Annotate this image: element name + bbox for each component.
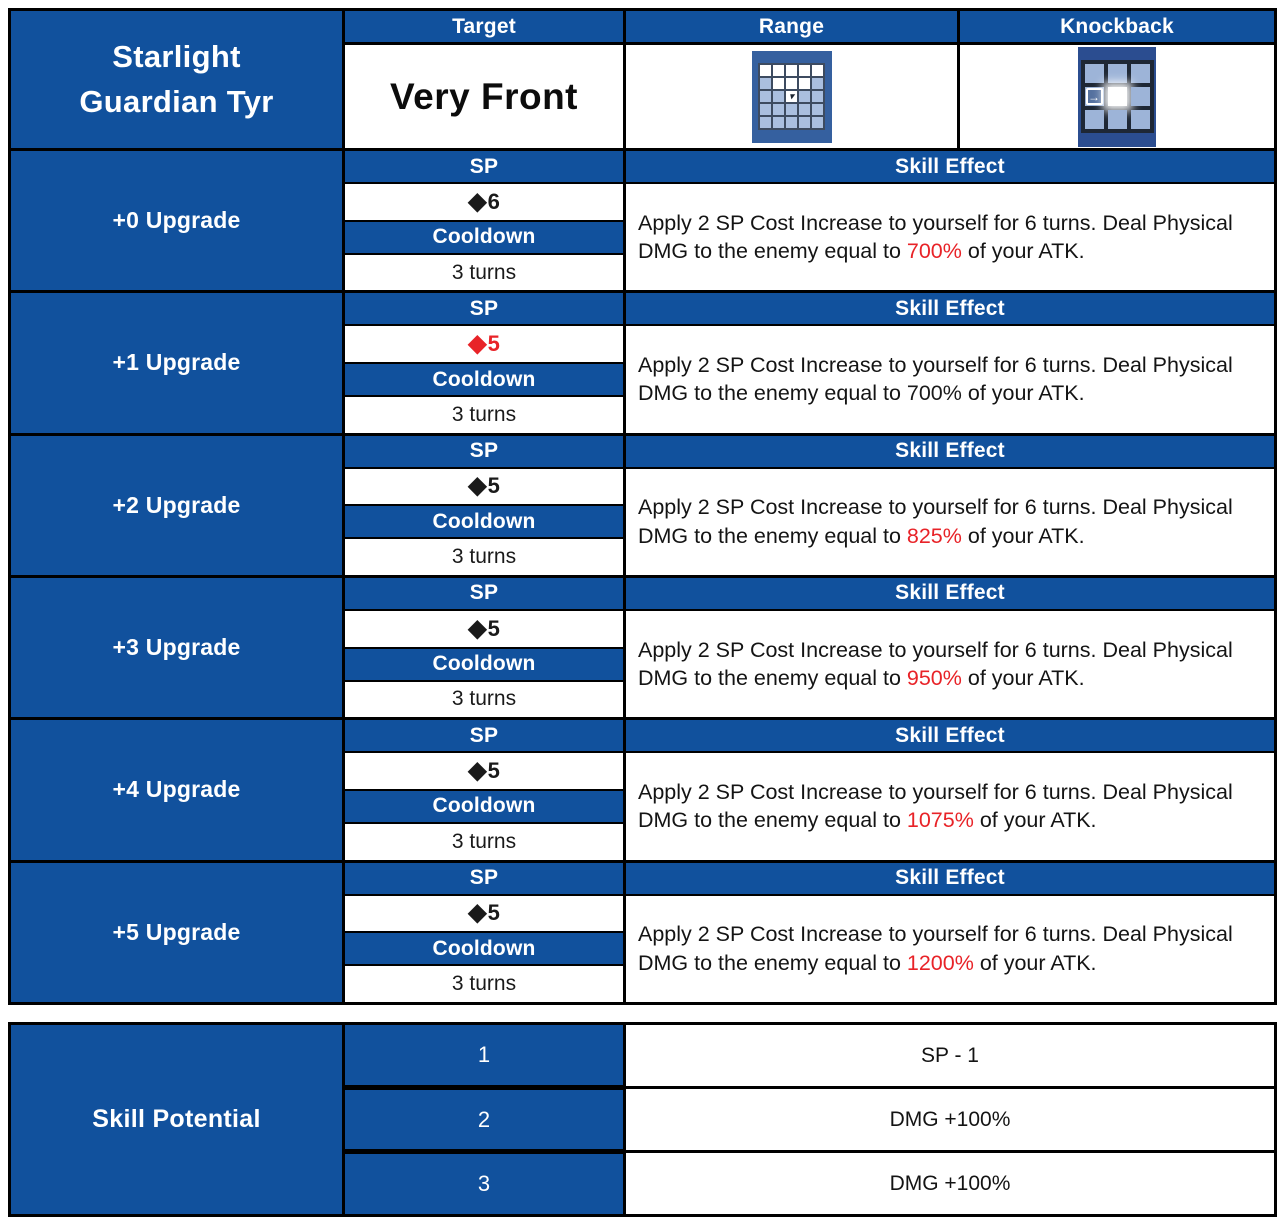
potential-effect: SP - 1 [921, 1043, 979, 1067]
table-header-row [11, 11, 1274, 148]
upgrade-label: +5 Upgrade [112, 918, 241, 945]
range-header: Range [626, 11, 957, 45]
upgrade-label: +0 Upgrade [112, 207, 241, 234]
sp-header: SP [345, 293, 623, 326]
potential-effect: DMG +100% [626, 1150, 1274, 1214]
skill-effect-text: Apply 2 SP Cost Increase to yourself for 6 turns. Deal Physical DMG to the enemy equal to 700% of your ATK. [638, 353, 1233, 406]
cooldown-value: 3 turns [345, 824, 623, 860]
skill-effect-text: Apply 2 SP Cost Increase to yourself for 6 turns. Deal Physical DMG to the enemy equal to 950% of your ATK. [638, 637, 1233, 691]
sp-diamond-icon: ◆ [468, 472, 487, 500]
range-marker-cell: ▾ [786, 91, 797, 102]
skill-effect-text: Apply 2 SP Cost Increase to yourself for 6 turns. Deal Physical DMG to the enemy equal to 1075% of your ATK. [638, 780, 1233, 833]
skill-effect-text: Apply 2 SP Cost Increase to yourself for 6 turns. Deal Physical DMG to the enemy equal to 825% of your ATK. [638, 495, 1233, 548]
sp-header: SP [345, 578, 623, 611]
unit-name-cell [11, 11, 345, 148]
sp-header: SP [345, 151, 623, 184]
knockback-header: Knockback [960, 11, 1274, 45]
potential-level: 3 [345, 1149, 623, 1214]
target-column [345, 11, 626, 148]
sp-header: SP [345, 436, 623, 469]
skill-potential-table [8, 1022, 1277, 1217]
target-value: Very Front [390, 75, 578, 117]
knockback-grid [1081, 60, 1154, 133]
sp-diamond-icon: ◆ [468, 757, 487, 785]
upgrade-label: +3 Upgrade [112, 634, 241, 661]
upgrade-row-1 [11, 290, 1274, 432]
skill-effect-header: Skill Effect [626, 436, 1274, 469]
sp-header: SP [345, 863, 623, 896]
skill-table [8, 8, 1277, 1005]
upgrade-label: +2 Upgrade [112, 491, 241, 518]
sp-diamond-icon: ◆ [468, 187, 487, 215]
cooldown-header: Cooldown [345, 791, 623, 824]
cooldown-value: 3 turns [345, 397, 623, 433]
cooldown-value: 3 turns [345, 255, 623, 291]
cooldown-header: Cooldown [345, 506, 623, 539]
skill-effect-header: Skill Effect [626, 578, 1274, 611]
sp-value: ◆ 5 [468, 330, 500, 358]
sp-value: ◆ 5 [468, 472, 500, 500]
upgrade-row-4 [11, 717, 1274, 859]
effect-percent: 950% [906, 666, 962, 691]
cooldown-header: Cooldown [345, 222, 623, 255]
effect-percent: 1200% [906, 950, 974, 975]
upgrade-row-0 [11, 148, 1274, 290]
sp-value: ◆ 5 [468, 899, 500, 927]
potential-level: 1 [345, 1025, 623, 1085]
range-grid [758, 63, 825, 130]
skill-effect-header: Skill Effect [626, 720, 1274, 753]
target-header: Target [345, 11, 623, 45]
range-icon [752, 51, 832, 143]
unit-title-line1: Starlight [112, 39, 241, 75]
effect-percent: 825% [906, 523, 962, 548]
sp-value: ◆ 5 [468, 614, 500, 642]
skill-potential-title: Skill Potential [11, 1025, 345, 1214]
range-column [626, 11, 960, 148]
sp-value: ◆ 6 [468, 187, 500, 215]
sp-value: ◆ 5 [468, 757, 500, 785]
knockback-arrow: → [1086, 88, 1103, 105]
cooldown-header: Cooldown [345, 649, 623, 682]
upgrade-row-5 [11, 860, 1274, 1002]
knockback-target-cell [1108, 87, 1127, 106]
effect-percent: 700% [906, 381, 962, 406]
skill-effect-header: Skill Effect [626, 151, 1274, 184]
sp-diamond-icon: ◆ [468, 330, 487, 358]
potential-effect: DMG +100% [626, 1086, 1274, 1150]
unit-title-line2: Guardian Tyr [79, 83, 274, 119]
skill-effect-text: Apply 2 SP Cost Increase to yourself for 6 turns. Deal Physical DMG to the enemy equal to 700% of your ATK. [638, 210, 1233, 264]
upgrade-label: +4 Upgrade [112, 776, 241, 803]
skill-effect-header: Skill Effect [626, 863, 1274, 896]
potential-level-column [345, 1025, 626, 1214]
potential-level: 2 [345, 1085, 623, 1150]
skill-effect-text: Apply 2 SP Cost Increase to yourself for 6 turns. Deal Physical DMG to the enemy equal to 1200% of your ATK. [638, 922, 1233, 975]
upgrade-row-3 [11, 575, 1274, 717]
unit-title [79, 35, 273, 123]
knockback-icon [1078, 47, 1156, 147]
upgrade-row-2 [11, 433, 1274, 575]
sp-diamond-icon: ◆ [468, 899, 487, 927]
cooldown-value: 3 turns [345, 539, 623, 575]
knockback-column [960, 11, 1274, 148]
cooldown-header: Cooldown [345, 933, 623, 966]
potential-effect-column [626, 1025, 1274, 1214]
cooldown-value: 3 turns [345, 966, 623, 1002]
effect-percent: 1075% [906, 808, 974, 833]
effect-percent: 700% [906, 239, 962, 264]
upgrade-label: +1 Upgrade [112, 349, 241, 376]
cooldown-value: 3 turns [345, 682, 623, 718]
sp-diamond-icon: ◆ [468, 614, 487, 642]
sp-header: SP [345, 720, 623, 753]
skill-effect-header: Skill Effect [626, 293, 1274, 326]
cooldown-header: Cooldown [345, 364, 623, 397]
